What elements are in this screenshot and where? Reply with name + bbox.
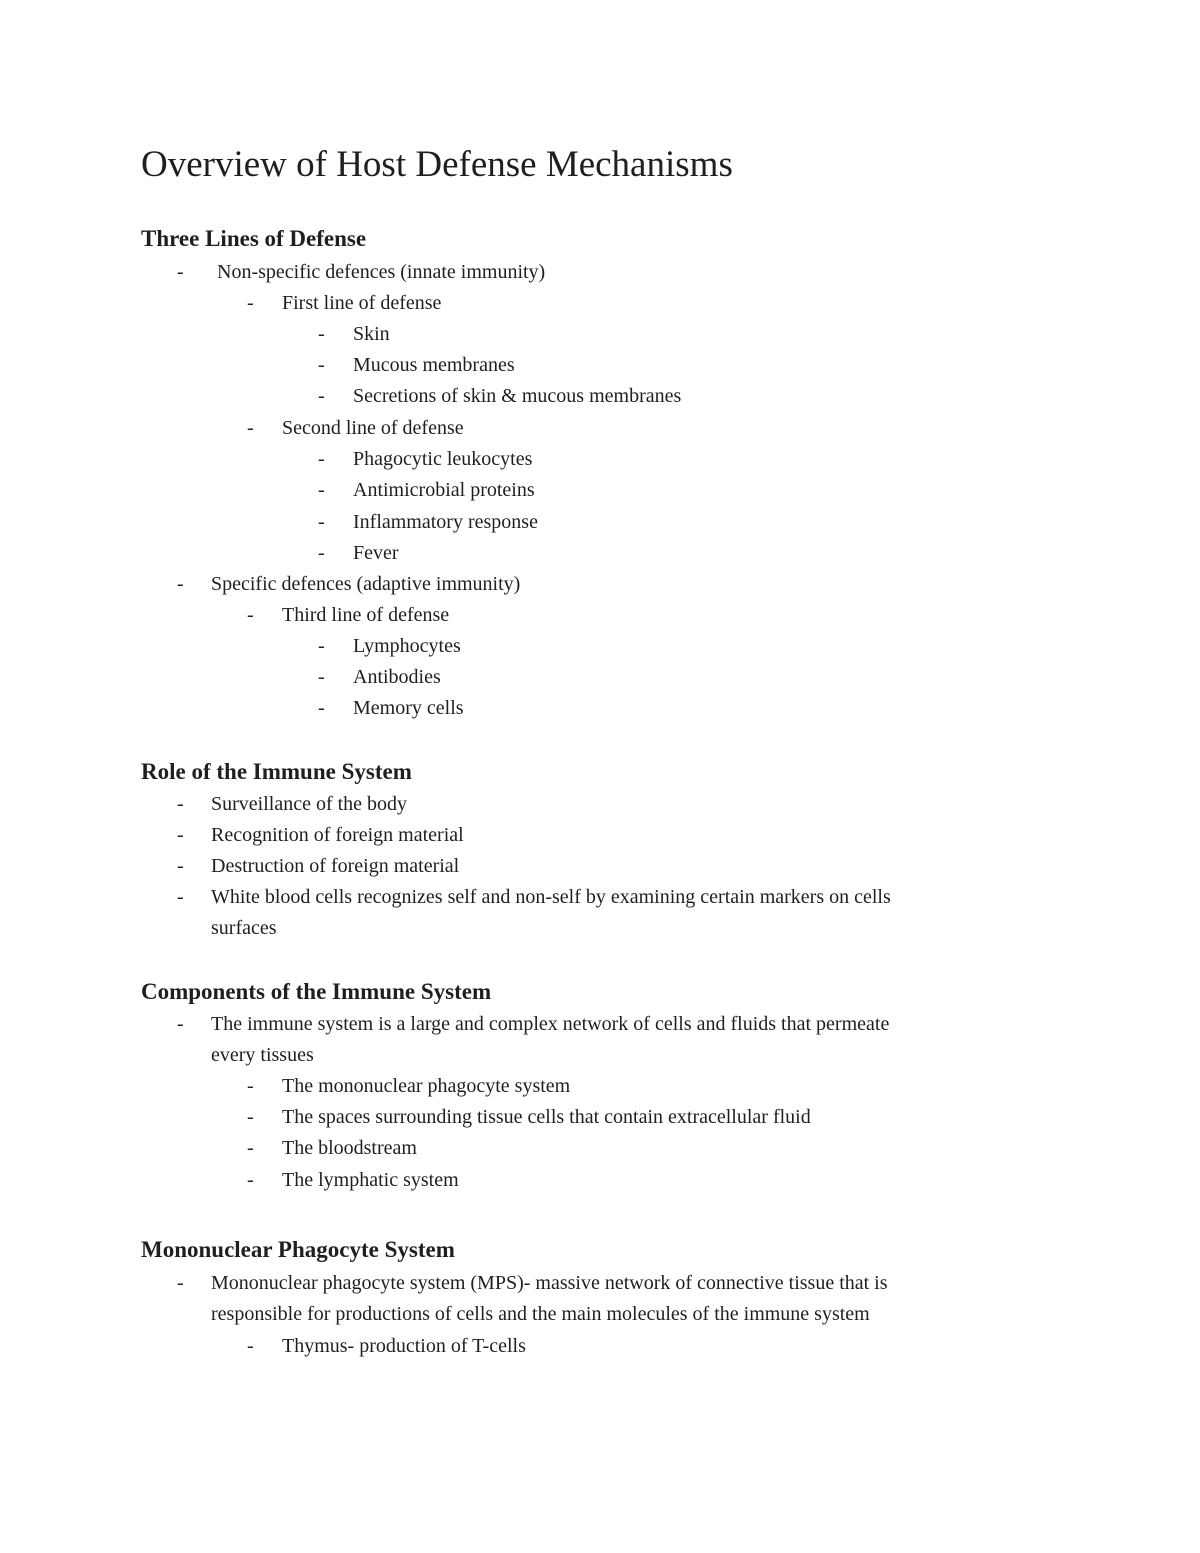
list-item-text: Secretions of skin & mucous membranes — [353, 385, 682, 407]
list-item-text: The bloodstream — [282, 1137, 417, 1159]
list-item-text: Lymphocytes — [353, 635, 461, 657]
bullet-dash: - — [177, 793, 184, 815]
list-item-text: Third line of defense — [282, 604, 450, 626]
list-item-text: Inflammatory response — [353, 511, 538, 533]
bullet-dash: - — [318, 385, 325, 407]
bullet-dash: - — [318, 635, 325, 657]
section-heading-role: Role of the Immune System — [141, 759, 412, 784]
list-item-text: Memory cells — [353, 697, 464, 719]
list-item-text: The lymphatic system — [282, 1169, 459, 1191]
section-heading-mps: Mononuclear Phagocyte System — [141, 1237, 455, 1262]
list-item-text: White blood cells recognizes self and non-self by examining certain markers on cells — [211, 886, 891, 908]
bullet-dash: - — [318, 354, 325, 376]
list-item-text: The spaces surrounding tissue cells that contain extracellular fluid — [282, 1106, 811, 1128]
list-item-text: Specific defences (adaptive immunity) — [211, 573, 521, 595]
bullet-dash: - — [247, 1137, 254, 1159]
list-item-text: The mononuclear phagocyte system — [282, 1075, 571, 1097]
bullet-dash: - — [318, 448, 325, 470]
bullet-dash: - — [177, 855, 184, 877]
list-item-text: Phagocytic leukocytes — [353, 448, 533, 470]
bullet-dash: - — [318, 542, 325, 564]
bullet-dash: - — [177, 261, 184, 283]
bullet-dash: - — [318, 511, 325, 533]
bullet-dash: - — [247, 1075, 254, 1097]
bullet-dash: - — [247, 1335, 254, 1357]
list-item-text: Destruction of foreign material — [211, 855, 460, 877]
page-title: Overview of Host Defense Mechanisms — [141, 144, 733, 185]
bullet-dash: - — [247, 292, 254, 314]
bullet-dash: - — [247, 417, 254, 439]
list-item-continuation: responsible for productions of cells and the main molecules of the immune system — [211, 1303, 870, 1325]
list-item-text: Second line of defense — [282, 417, 464, 439]
bullet-dash: - — [318, 323, 325, 345]
bullet-dash: - — [247, 1106, 254, 1128]
list-item-text: Fever — [353, 542, 399, 564]
section-heading-three-lines: Three Lines of Defense — [141, 226, 367, 251]
section-heading-components: Components of the Immune System — [141, 979, 492, 1004]
bullet-dash: - — [177, 1013, 184, 1035]
list-item-text: Mucous membranes — [353, 354, 515, 376]
list-item-continuation: every tissues — [211, 1044, 314, 1066]
list-item-text: Thymus- production of T-cells — [282, 1335, 526, 1357]
bullet-dash: - — [318, 666, 325, 688]
bullet-dash: - — [318, 697, 325, 719]
bullet-dash: - — [177, 1272, 184, 1294]
list-item-text: Surveillance of the body — [211, 793, 408, 815]
list-item-text: Recognition of foreign material — [211, 824, 464, 846]
list-item-text: The immune system is a large and complex network of cells and fluids that permeate — [211, 1013, 890, 1035]
list-item-text: Antimicrobial proteins — [353, 479, 535, 501]
list-item-text: First line of defense — [282, 292, 442, 314]
list-item-continuation: surfaces — [211, 917, 277, 939]
list-item-text: Skin — [353, 323, 390, 345]
bullet-dash: - — [177, 573, 184, 595]
bullet-dash: - — [177, 886, 184, 908]
list-item-text: Antibodies — [353, 666, 441, 688]
list-item-text: Non-specific defences (innate immunity) — [217, 261, 546, 283]
bullet-dash: - — [247, 1169, 254, 1191]
list-item-text: Mononuclear phagocyte system (MPS)- massive network of connective tissue that is — [211, 1272, 888, 1294]
bullet-dash: - — [318, 479, 325, 501]
bullet-dash: - — [177, 824, 184, 846]
bullet-dash: - — [247, 604, 254, 626]
